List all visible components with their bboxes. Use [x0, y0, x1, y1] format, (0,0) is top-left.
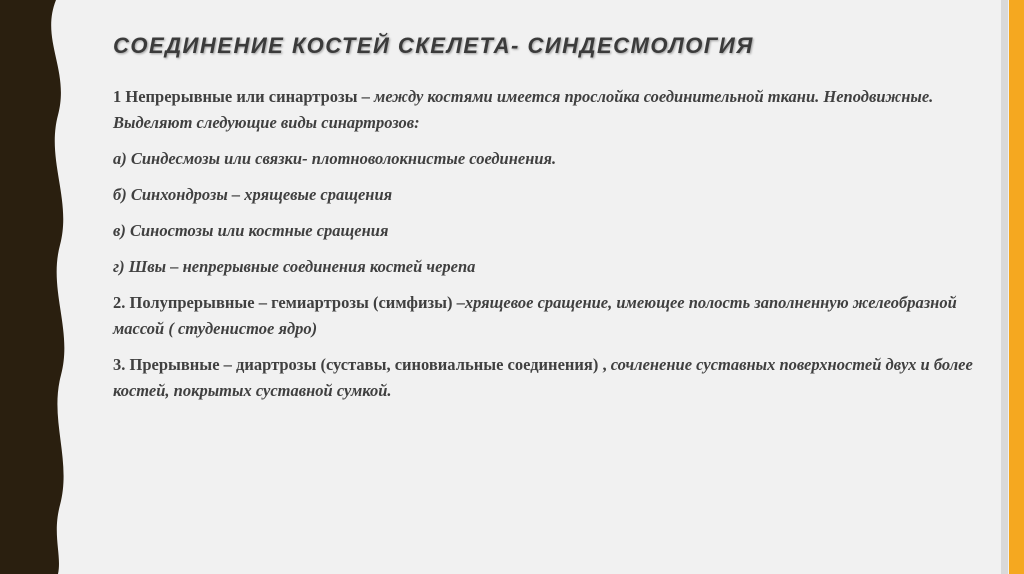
paragraph-discontinuous: [113, 352, 973, 404]
slide-body: [113, 84, 973, 414]
gray-stripe: [1001, 0, 1008, 574]
paragraph-text: а) Синдесмозы или связки- плотноволокнистые соединения.: [113, 149, 557, 168]
decorative-wave-band: [0, 0, 80, 574]
paragraph-text: сочленение суставных поверхностей двух и более костей, покрытых суставной сумкой.: [113, 355, 973, 400]
paragraph-text: г) Швы – непрерывные соединения костей черепа: [113, 257, 476, 276]
paragraph-synchondroses: [113, 182, 973, 208]
paragraph-semi-continuous: [113, 290, 973, 342]
paragraph-lead: 1 Непрерывные или синартрозы –: [113, 87, 375, 106]
slide-title: СОЕДИНЕНИЕ КОСТЕЙ СКЕЛЕТА- СИНДЕСМОЛОГИЯ: [113, 33, 754, 58]
paragraph-lead: 3. Прерывные – диартрозы (суставы, синовиальные соединения) ,: [113, 355, 611, 374]
paragraph-text: хрящевое сращение, имеющее полость заполненную желеобразной массой ( студенистое ядро): [113, 293, 957, 338]
paragraph-synostoses: [113, 218, 973, 244]
paragraph-text: между костями имеется прослойка соединительной ткани. Неподвижные. Выделяют следующие виды синартрозов:: [113, 87, 934, 132]
paragraph-continuous: [113, 84, 973, 136]
paragraph-text: б) Синхондрозы – хрящевые сращения: [113, 185, 393, 204]
right-accent-bar: [1001, 0, 1024, 574]
paragraph-syndesmoses: [113, 146, 973, 172]
orange-stripe: [1009, 0, 1024, 574]
paragraph-lead: 2. Полупрерывные – гемиартрозы (симфизы) –: [113, 293, 465, 312]
paragraph-text: в) Синостозы или костные сращения: [113, 221, 389, 240]
paragraph-sutures: [113, 254, 973, 280]
